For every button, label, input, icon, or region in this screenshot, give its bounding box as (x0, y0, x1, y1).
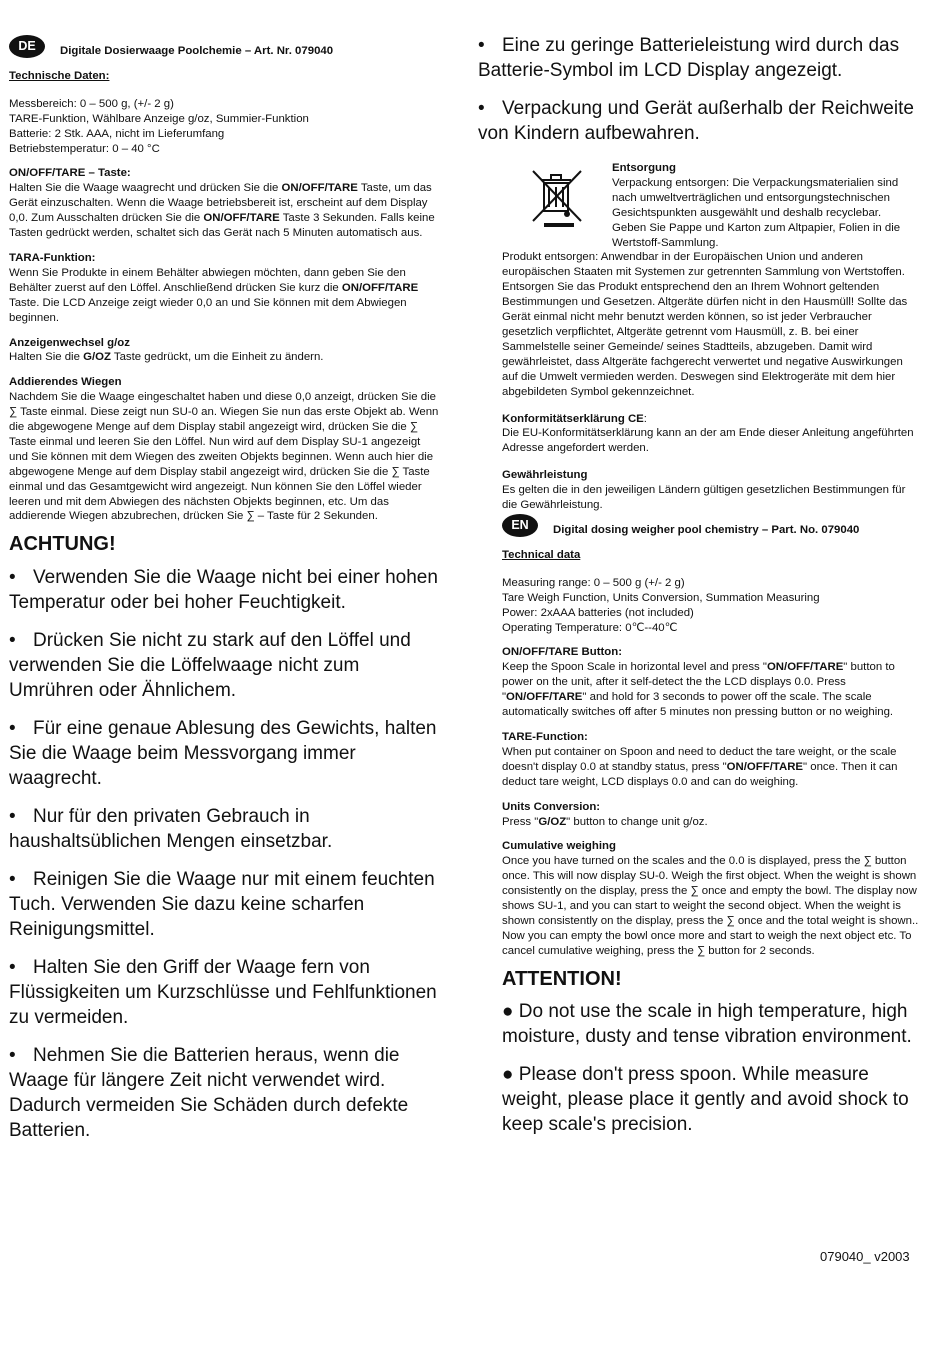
de-onoff-section (9, 166, 441, 241)
de-onoff-heading: ON/OFF/TARE – Taste: (9, 167, 131, 180)
de-warning-heading: ACHTUNG! (9, 533, 116, 556)
en-tech-line: Measuring range: 0 – 500 g (+/- 2 g) (502, 576, 685, 589)
german-column (9, 0, 441, 1143)
de-tech-line: Betriebstemperatur: 0 – 40 °C (9, 142, 160, 155)
en-unit-text: Press "G/OZ" button to change unit g/oz. (502, 815, 708, 828)
de-warning-list (9, 565, 441, 1143)
de-tech-line: TARE-Funktion, Wählbare Anzeige g/oz, Summier-Funktion (9, 112, 309, 125)
en-unit-heading: Units Conversion: (502, 800, 601, 813)
list-item: • Nehmen Sie die Batterien heraus, wenn die Waage für längere Zeit nicht verwendet wird. Dadurch vermeiden Sie Schäden durch defekte Batterien. (9, 1045, 409, 1142)
language-badge-de: DE (9, 35, 45, 58)
warranty-text: Es gelten die in den jeweiligen Ländern gültigen gesetzlichen Bestimmungen für die Gewährleistung. (502, 484, 906, 512)
en-onoff-text: Keep the Spoon Scale in horizontal level and press "ON/OFF/TARE" button to power on the unit, after it self-detect the the LCD displays 0.0. Press "ON/OFF/TARE" and hold for 3 seconds to power off the scale. The scale automatically switches off after 5 minutes non pressing button or no weighing. (502, 661, 895, 719)
de-tara-heading: TARA-Funktion: (9, 251, 96, 264)
language-badge-en: EN (502, 514, 538, 537)
en-tech-heading: Technical data (502, 548, 581, 561)
de-tara-section (9, 251, 441, 326)
en-warning-heading: ATTENTION! (502, 967, 622, 990)
warranty-heading: Gewährleistung (502, 469, 588, 482)
ce-section (502, 412, 918, 457)
en-tech-line: Tare Weigh Function, Units Conversion, Summation Measuring (502, 591, 820, 604)
german-column-continued (478, 0, 918, 513)
de-title: Digitale Dosierwaage Poolchemie – Art. Nr. 079040 (60, 45, 334, 57)
disposal-section (502, 161, 918, 513)
en-tare-heading: TARE-Function: (502, 730, 588, 743)
ce-heading: Konformitätserklärung CE: (502, 412, 647, 425)
de-unit-section (9, 336, 441, 366)
list-item: • Drücken Sie nicht zu stark auf den Löffel und verwenden Sie die Löffelwaage nicht zum Umrühren oder Ähnlichem. (9, 630, 411, 702)
de-tech-line: Messbereich: 0 – 500 g, (+/- 2 g) (9, 97, 174, 110)
de-tech-line: Batterie: 2 Stk. AAA, nicht im Lieferumfang (9, 127, 225, 140)
crossed-bin-icon (527, 167, 587, 227)
document-code: 079040_ v2003 (820, 1249, 910, 1264)
ce-text: Die EU-Konformitätserklärung kann an der am Ende dieser Anleitung angeführten Adresse angefordert werden. (502, 427, 914, 455)
list-item: ● Please don't press spoon. While measure weight, please place it gently and avoid shock to keep scale's precision. (502, 1063, 909, 1135)
en-title: Digital dosing weigher pool chemistry – Part. No. 079040 (553, 524, 860, 536)
en-unit-section (502, 800, 920, 830)
disposal-product: Produkt entsorgen: Anwendbar in der Europäischen Union und anderen europäischen Staaten mit Systemen zur getrennten Sammlung von Wertstoffen. Entsorgen Sie das Produkt entsprechend den an Ihrem Wohnort geltenden Bestimmungen und Gesetzen. Altgeräte dürfen nicht in den Hausmüll! Sollte das Gerät einmal nicht mehr benutzt werden können, so ist jeder Verbraucher gesetzlich verpflichtet, Altgeräte getrennt vom Hausmüll, z. B. bei einer Sammelstelle seiner Gemeinde/ seines Stadtteils, abzugeben. Damit wird gewährleistet, dass Altgeräte fachgerecht verwertet und negative Auswirkungen auf die Umwelt vermieden werden. Deswegen sind Elektrogeräte mit dem hier abgebildeten Symbol gekennzeichnet. (502, 251, 908, 398)
en-tech-list (502, 576, 920, 636)
en-cum-heading: Cumulative weighing (502, 840, 616, 853)
list-item: • Verwenden Sie die Waage nicht bei einer hohen Temperatur oder bei hoher Feuchtigkeit. (9, 567, 438, 614)
en-header (502, 513, 920, 538)
list-item: • Nur für den privaten Gebrauch in haushaltsüblichen Mengen einsetzbar. (9, 806, 333, 853)
de-tech-list (9, 97, 441, 157)
list-item: • Für eine genaue Ablesung des Gewichts, halten Sie die Waage beim Messvorgang immer waagrecht. (9, 718, 437, 790)
en-tare-section (502, 730, 920, 790)
de-header (9, 34, 441, 59)
list-item: ● Do not use the scale in high temperature, high moisture, dusty and tense vibration environment. (502, 1000, 912, 1047)
en-cum-text: Once you have turned on the scales and the 0.0 is displayed, press the ∑ button once. This will now display SU-0. Weigh the first object. When the weight is shown consistently on the display, press the ∑ once and empty the bowl. The display now shows SU-1, and you can start to weight the second object. When the weight is shown consistently on the display, press the ∑ once and the total weight is shown.. Now you can empty the bowl once more and start to weigh the next object etc. To cancel cumulative weighing, press the ∑ button for 2 seconds. (502, 855, 919, 957)
de-add-heading: Addierendes Wiegen (9, 376, 122, 389)
list-item: • Verpackung und Gerät außerhalb der Reichweite von Kindern aufbewahren. (478, 98, 914, 144)
english-column (502, 513, 920, 1137)
de-unit-heading: Anzeigenwechsel g/oz (9, 336, 130, 349)
en-tare-text: When put container on Spoon and need to deduct the tare weight, or the scale doesn't display 0.0 at standby status, press "ON/OFF/TARE" once. Then it can deduct tare weight, LCD displays 0.0 and can do weighing. (502, 745, 898, 788)
de-unit-text: Halten Sie die G/OZ Taste gedrückt, um die Einheit zu ändern. (9, 351, 324, 364)
disposal-heading: Entsorgung (612, 162, 676, 174)
en-onoff-heading: ON/OFF/TARE Button: (502, 646, 622, 659)
de-add-text: Nachdem Sie die Waage eingeschaltet haben und diese 0,0 anzeigt, drücken Sie die ∑ Taste einmal. Diese zeigt nun SU-0 an. Wiegen Sie nun das erste Objekt ab. Wenn die abgewogene Menge auf dem Display stabil angezeigt wird, drücken Sie die ∑ Taste einmal und leeren Sie den Löffel. Nun wird auf dem Display SU-1 angezeigt und Sie können mit dem Wiegen des zweiten Objekts beginnen. Wenn auch hier die abgewogene Menge auf dem Display stabil angezeigt wird, drücken Sie die ∑ Taste einmal und das Gesamtgewicht wird angezeigt. Nun können Sie den Löffel wieder leeren und mit dem Abwiegen des nächsten Objekts beginnen, etc. Um das addierende Wiegen abzubrechen, drücken Sie ∑ – Taste für 2 Sekunden. (9, 391, 439, 523)
warranty-section (502, 468, 918, 513)
en-onoff-section (502, 645, 920, 720)
de-onoff-text: Halten Sie die Waage waagrecht und drücken Sie die ON/OFF/TARE Taste, um das Gerät einzuschalten. Wenn die Waage betriebsbereit ist, erscheint auf dem Display 0,0. Zum Ausschalten drücken Sie die ON/OFF/TARE Taste 3 Sekunden. Falls keine Tasten gedrückt werden, schaltet sich das Gerät nach 5 Minuten automatisch aus. (9, 182, 435, 240)
en-tech-line: Power: 2xAAA batteries (not included) (502, 606, 694, 619)
de-tara-text: Wenn Sie Produkte in einem Behälter abwiegen möchten, dann geben Sie den Behälter zuerst auf den Löffel. Anschließend drücken Sie kurz die ON/OFF/TARE Taste. Die LCD Anzeige zeigt wieder 0,0 an und Sie können mit dem Abwiegen beginnen. (9, 266, 419, 324)
list-item: • Eine zu geringe Batterieleistung wird durch das Batterie-Symbol im LCD Display angezeigt. (478, 35, 900, 81)
en-tech-line: Operating Temperature: 0℃--40℃ (502, 621, 678, 634)
list-item: • Reinigen Sie die Waage nur mit einem feuchten Tuch. Verwenden Sie dazu keine scharfen Reinigungsmittel. (9, 869, 435, 941)
en-warning-list (502, 999, 920, 1137)
en-cum-section (502, 839, 920, 958)
de-tech-heading: Technische Daten: (9, 69, 110, 82)
de-add-section (9, 375, 441, 524)
list-item: • Halten Sie den Griff der Waage fern von Flüssigkeiten um Kurzschlüsse und Fehlfunktionen zu vermeiden. (9, 957, 437, 1029)
disposal-packaging: Entsorgung Verpackung entsorgen: Die Verpackungsmaterialien sind nach umweltverträglichen und entsorgungstechnischen Gesichtspunkten ausgewählt und deshalb recyclebar. Geben Sie Pappe und Karton zum Altpapier, Folien in die Wertstoff-Sammlung. (612, 161, 918, 250)
